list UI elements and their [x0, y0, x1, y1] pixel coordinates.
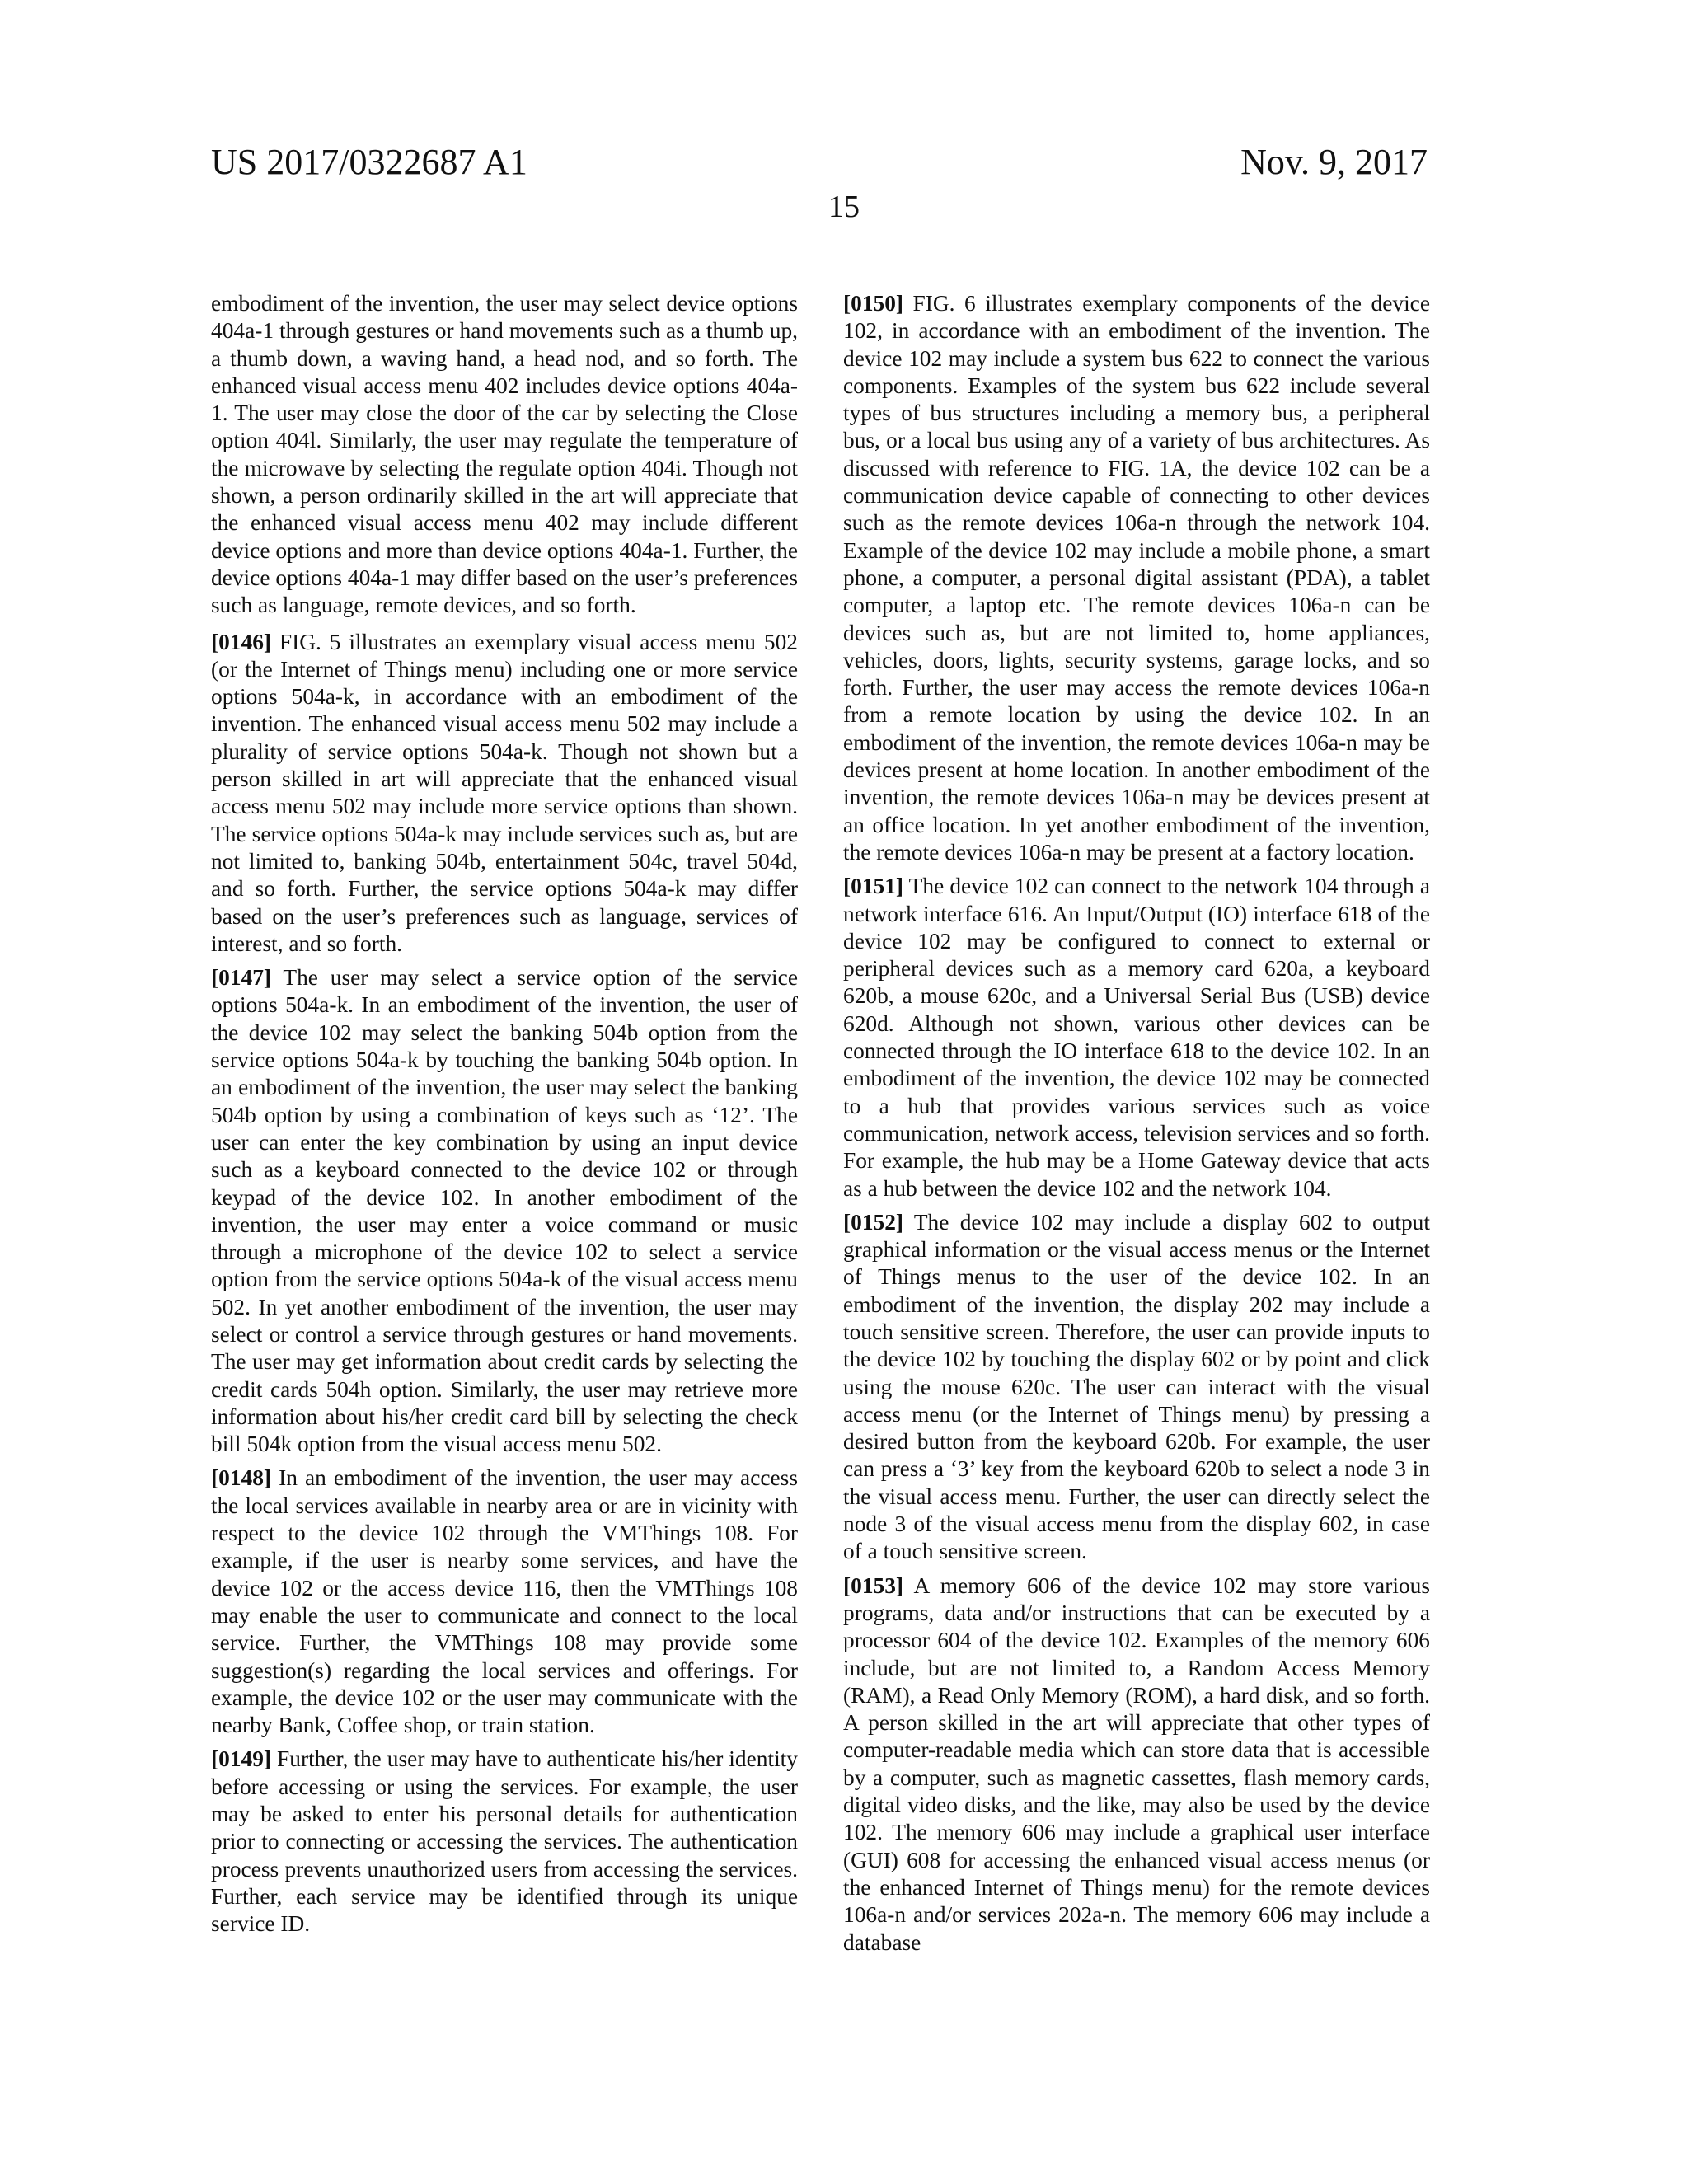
paragraph	[843, 1209, 1430, 1566]
paragraph-text: In an embodiment of the invention, the user may access the local services available in nearby area or are in vicinity with respect to the device 102 through the VMThings 108. For example, if the user is nearby some services, and have the device 102 or the access device 116, then the VMThings 108 may enable the user to communicate and connect to the local service. Further, the VMThings 108 may provide some suggestion(s) regarding the local services and offerings. For example, the device 102 or the user may communicate with the nearby Bank, Coffee shop, or train station.	[211, 1465, 798, 1738]
paragraph-number: [0146]	[211, 629, 272, 654]
paragraph	[843, 1572, 1430, 1957]
paragraph-number: [0148]	[211, 1465, 272, 1491]
right-column	[843, 290, 1430, 1963]
paragraph-continuation	[211, 290, 798, 620]
paragraph-text: FIG. 5 illustrates an exemplary visual access menu 502 (or the Internet of Things menu) including one or more service options 504a-k, in accordance with an embodiment of the invention. The enhanced visual access menu 502 may include a plurality of service options 504a-k. Though not shown but a person skilled in art will appreciate that the enhanced visual access menu 502 may include more service options than shown. The service options 504a-k may include services such as, but are not limited to, banking 504b, entertainment 504c, travel 504d, and so forth. Further, the service options 504a-k may differ based on the user’s preferences such as language, services of interest, and so forth.	[211, 629, 798, 956]
paragraph-number: [0149]	[211, 1746, 272, 1772]
paragraph-text: The device 102 can connect to the network 104 through a network interface 616. An Input/Output (IO) interface 618 of the device 102 may be configured to connect to external or peripheral devices such as a memory card 620a, a keyboard 620b, a mouse 620c, and a Universal Serial Bus (USB) device 620d. Although not shown, various other devices can be connected through the IO interface 618 to the device 102. In an embodiment of the invention, the device 102 may be connected to a hub that provides various services such as voice communication, network access, television services and so forth. For example, the hub may be a Home Gateway device that acts as a hub between the device 102 and the network 104.	[843, 874, 1430, 1201]
paragraph-text: FIG. 6 illustrates exemplary components of the device 102, in accordance with an embodiment of the invention. The device 102 may include a system bus 622 to connect the various components. Examples of the system bus 622 include several types of bus structures including a memory bus, a peripheral bus, or a local bus using any of a variety of bus architectures. As discussed with reference to FIG. 1A, the device 102 can be a communication device capable of connecting to other devices such as the remote devices 106a-n through the network 104. Example of the device 102 may include a mobile phone, a smart phone, a computer, a personal digital assistant (PDA), a tablet computer, a laptop etc. The remote devices 106a-n can be devices such as, but are not limited to, home appliances, vehicles, doors, lights, security systems, garage locks, and so forth. Further, the user may access the remote devices 106a-n from a remote location by using the device 102. In an embodiment of the invention, the remote devices 106a-n may be devices present at home location. In another embodiment of the invention, the remote devices 106a-n may be devices present at an office location. In yet another embodiment of the invention, the remote devices 106a-n may be present at a factory location.	[843, 291, 1430, 865]
paragraph-text: A memory 606 of the device 102 may store various programs, data and/or instructions that can be executed by a processor 604 of the device 102. Examples of the memory 606 include, but are not limited to, a Random Access Memory (RAM), a Read Only Memory (ROM), a hard disk, and so forth. A person skilled in the art will appreciate that other types of computer-readable media which can store data that is accessible by a computer, such as magnetic cassettes, flash memory cards, digital video disks, and the like, may also be used by the device 102. The memory 606 may include a graphical user interface (GUI) 608 for accessing the enhanced visual access menus (or the enhanced Internet of Things menu) for the remote devices 106a-n and/or services 202a-n. The memory 606 may include a database	[843, 1572, 1430, 1955]
paragraph	[211, 1465, 798, 1739]
patent-number: US 2017/0322687 A1	[211, 142, 528, 182]
paragraph-text: embodiment of the invention, the user may select device options 404a-1 through gestures or hand movements such as a thumb up, a thumb down, a waving hand, a head nod, and so forth. The enhanced visual access menu 402 includes device options 404a-1. The user may close the door of the car by selecting the Close option 404l. Similarly, the user may regulate the temperature of the microwave by selecting the regulate option 404i. Though not shown, a person ordinarily skilled in the art will appreciate that the enhanced visual access menu 402 may include different device options and more than device options 404a-1. Further, the device options 404a-1 may differ based on the user’s preferences such as language, remote devices, and so forth.	[211, 291, 798, 618]
paragraph-text: Further, the user may have to authenticate his/her identity before accessing or using the services. For example, the user may be asked to enter his personal details for authentication prior to connecting or accessing the services. The authentication process prevents unauthorized users from accessing the services. Further, each service may be identified through its unique service ID.	[211, 1746, 798, 1937]
paragraph	[843, 290, 1430, 866]
paragraph-number: [0153]	[843, 1572, 904, 1598]
paragraph	[211, 1746, 798, 1938]
paragraph-text: The device 102 may include a display 602 to output graphical information or the visual access menus or the Internet of Things menus to the user of the device 102. In an embodiment of the invention, the display 202 may include a touch sensitive screen. Therefore, the user can provide inputs to the device 102 by touching the display 602 or by point and click using the mouse 620c. The user can interact with the visual access menu (or the Internet of Things menu) by pressing a desired button from the keyboard 620b. For example, the user can press a ‘3’ key from the keyboard 620b to select a node 3 in the visual access menu. Further, the user can directly select the node 3 of the visual access menu from the display 602, in case of a touch sensitive screen.	[843, 1209, 1430, 1564]
paragraph	[211, 629, 798, 958]
paragraph-number: [0151]	[843, 874, 904, 899]
page-number: 15	[828, 190, 860, 224]
paragraph	[843, 873, 1430, 1202]
publication-date: Nov. 9, 2017	[1240, 142, 1428, 182]
left-column	[211, 290, 798, 1945]
paragraph-text: The user may select a service option of the service options 504a-k. In an embodiment of the invention, the user of the device 102 may select the banking 504b option from the service options 504a-k by touching the banking 504b option. In an embodiment of the invention, the user may select the banking 504b option by using a combination of keys such as ‘12’. The user can enter the key combination by using an input device such as a keyboard connected to the device 102 or through keypad of the device 102. In another embodiment of the invention, the user may enter a voice command or music through a microphone of the device 102 to select a service option from the service options 504a-k of the visual access menu 502. In yet another embodiment of the invention, the user may select or control a service through gestures or hand movements. The user may get information about credit cards by selecting the credit cards 504h option. Similarly, the user may retrieve more information about his/her credit card bill by selecting the check bill 504k option from the visual access menu 502.	[211, 965, 798, 1457]
paragraph-number: [0150]	[843, 291, 904, 316]
paragraph	[211, 964, 798, 1458]
paragraph-number: [0147]	[211, 965, 272, 991]
paragraph-number: [0152]	[843, 1209, 904, 1235]
